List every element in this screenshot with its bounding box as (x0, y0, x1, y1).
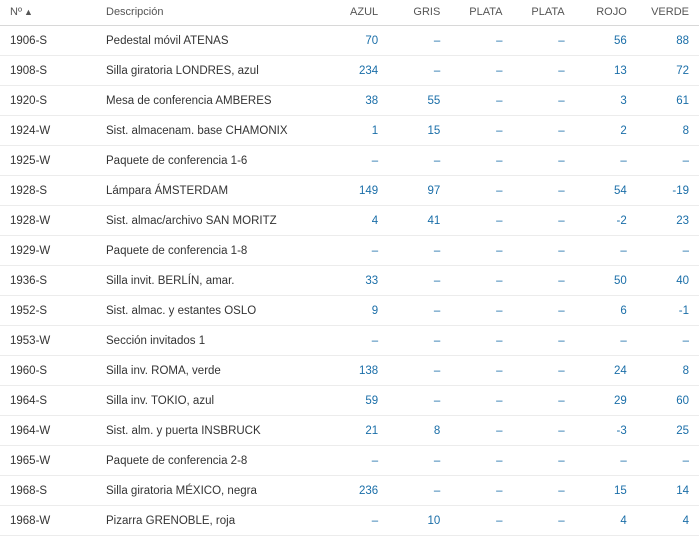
cell-verde: – (637, 146, 699, 176)
cell-verde: 4 (637, 506, 699, 536)
cell-verde: 8 (637, 116, 699, 146)
cell-description: Paquete de conferencia 1-8 (96, 236, 326, 266)
cell-plata2: – (512, 446, 574, 476)
cell-plata1: – (450, 146, 512, 176)
cell-number: 1968-W (0, 506, 96, 536)
cell-plata1: – (450, 506, 512, 536)
cell-verde: -1 (637, 296, 699, 326)
cell-plata2: – (512, 116, 574, 146)
cell-description: Silla inv. TOKIO, azul (96, 386, 326, 416)
cell-plata1: – (450, 296, 512, 326)
column-header-number[interactable] (0, 0, 96, 26)
table-row[interactable] (0, 236, 699, 266)
cell-gris: – (388, 356, 450, 386)
cell-rojo: -2 (575, 206, 637, 236)
cell-verde: 40 (637, 266, 699, 296)
cell-number: 1920-S (0, 86, 96, 116)
table-row[interactable] (0, 356, 699, 386)
cell-number: 1929-W (0, 236, 96, 266)
cell-rojo: 50 (575, 266, 637, 296)
cell-gris: 8 (388, 416, 450, 446)
column-header-rojo-label: ROJO (596, 6, 627, 18)
cell-verde: 8 (637, 356, 699, 386)
cell-description: Silla giratoria LONDRES, azul (96, 56, 326, 86)
cell-description: Silla invit. BERLÍN, amar. (96, 266, 326, 296)
cell-rojo: 54 (575, 176, 637, 206)
cell-rojo: 2 (575, 116, 637, 146)
cell-description: Mesa de conferencia AMBERES (96, 86, 326, 116)
cell-verde: 23 (637, 206, 699, 236)
cell-rojo: 6 (575, 296, 637, 326)
cell-plata1: – (450, 206, 512, 236)
cell-plata1: – (450, 116, 512, 146)
cell-number: 1964-S (0, 386, 96, 416)
cell-verde: 72 (637, 56, 699, 86)
table-row[interactable] (0, 386, 699, 416)
table-header (0, 0, 699, 26)
cell-description: Paquete de conferencia 1-6 (96, 146, 326, 176)
cell-azul: 234 (326, 56, 388, 86)
cell-azul: 70 (326, 26, 388, 56)
cell-azul: – (326, 146, 388, 176)
column-header-gris-label: GRIS (413, 6, 441, 18)
cell-description: Sist. almac. y estantes OSLO (96, 296, 326, 326)
cell-plata1: – (450, 86, 512, 116)
cell-gris: – (388, 476, 450, 506)
cell-gris: – (388, 26, 450, 56)
table-row[interactable] (0, 146, 699, 176)
cell-rojo: 13 (575, 56, 637, 86)
cell-gris: 97 (388, 176, 450, 206)
column-header-rojo[interactable] (575, 0, 637, 26)
cell-rojo: 29 (575, 386, 637, 416)
table-row[interactable] (0, 416, 699, 446)
column-header-plata-2-label: PLATA (531, 6, 565, 18)
column-header-number-label: Nº (10, 6, 22, 18)
column-header-description-label: Descripción (106, 6, 164, 18)
cell-azul: – (326, 326, 388, 356)
table-row[interactable] (0, 266, 699, 296)
cell-plata2: – (512, 476, 574, 506)
cell-azul: 236 (326, 476, 388, 506)
cell-gris: – (388, 236, 450, 266)
cell-azul: 1 (326, 116, 388, 146)
cell-plata1: – (450, 326, 512, 356)
cell-rojo: -3 (575, 416, 637, 446)
cell-description: Sist. almac/archivo SAN MORITZ (96, 206, 326, 236)
cell-verde: -19 (637, 176, 699, 206)
cell-plata2: – (512, 386, 574, 416)
cell-rojo: 15 (575, 476, 637, 506)
table-row[interactable] (0, 326, 699, 356)
cell-plata2: – (512, 266, 574, 296)
cell-azul: 149 (326, 176, 388, 206)
cell-gris: – (388, 386, 450, 416)
column-header-description[interactable] (96, 0, 326, 26)
cell-plata2: – (512, 416, 574, 446)
table-row[interactable] (0, 56, 699, 86)
cell-number: 1908-S (0, 56, 96, 86)
cell-description: Lámpara ÁMSTERDAM (96, 176, 326, 206)
cell-azul: 138 (326, 356, 388, 386)
cell-verde: 88 (637, 26, 699, 56)
cell-number: 1928-W (0, 206, 96, 236)
cell-rojo: 24 (575, 356, 637, 386)
cell-plata2: – (512, 206, 574, 236)
cell-verde: 61 (637, 86, 699, 116)
column-header-azul-label: AZUL (350, 6, 379, 18)
cell-plata2: – (512, 26, 574, 56)
cell-plata1: – (450, 416, 512, 446)
table-row[interactable] (0, 296, 699, 326)
cell-plata1: – (450, 266, 512, 296)
cell-plata1: – (450, 26, 512, 56)
cell-azul: 33 (326, 266, 388, 296)
cell-verde: – (637, 236, 699, 266)
cell-gris: 41 (388, 206, 450, 236)
column-header-verde[interactable] (637, 0, 699, 26)
cell-plata1: – (450, 356, 512, 386)
cell-gris: – (388, 296, 450, 326)
cell-number: 1968-S (0, 476, 96, 506)
cell-number: 1953-W (0, 326, 96, 356)
column-header-azul[interactable] (326, 0, 388, 26)
table-row[interactable] (0, 476, 699, 506)
cell-plata1: – (450, 56, 512, 86)
cell-number: 1952-S (0, 296, 96, 326)
cell-description: Pizarra GRENOBLE, roja (96, 506, 326, 536)
cell-verde: – (637, 446, 699, 476)
cell-plata2: – (512, 86, 574, 116)
cell-rojo: 4 (575, 506, 637, 536)
column-header-gris[interactable] (388, 0, 450, 26)
cell-gris: – (388, 56, 450, 86)
cell-azul: – (326, 506, 388, 536)
cell-description: Sist. alm. y puerta INSBRUCK (96, 416, 326, 446)
cell-number: 1925-W (0, 146, 96, 176)
cell-plata1: – (450, 446, 512, 476)
cell-description: Pedestal móvil ATENAS (96, 26, 326, 56)
cell-verde: 60 (637, 386, 699, 416)
cell-gris: – (388, 266, 450, 296)
cell-description: Silla inv. ROMA, verde (96, 356, 326, 386)
table-row[interactable] (0, 206, 699, 236)
table-row[interactable] (0, 116, 699, 146)
table-row[interactable] (0, 446, 699, 476)
cell-gris: 55 (388, 86, 450, 116)
cell-rojo: – (575, 146, 637, 176)
cell-azul: 21 (326, 416, 388, 446)
cell-verde: – (637, 326, 699, 356)
cell-description: Silla giratoria MÉXICO, negra (96, 476, 326, 506)
cell-azul: 38 (326, 86, 388, 116)
cell-number: 1928-S (0, 176, 96, 206)
cell-number: 1924-W (0, 116, 96, 146)
column-header-plata-2[interactable] (512, 0, 574, 26)
cell-rojo: 3 (575, 86, 637, 116)
table-row[interactable] (0, 86, 699, 116)
sort-ascending-icon: ▲ (23, 7, 33, 17)
cell-number: 1906-S (0, 26, 96, 56)
cell-number: 1965-W (0, 446, 96, 476)
cell-rojo: – (575, 326, 637, 356)
cell-description: Sist. almacenam. base CHAMONIX (96, 116, 326, 146)
cell-azul: 4 (326, 206, 388, 236)
cell-azul: 59 (326, 386, 388, 416)
cell-gris: 10 (388, 506, 450, 536)
column-header-verde-label: VERDE (651, 6, 689, 18)
cell-plata1: – (450, 176, 512, 206)
cell-rojo: – (575, 236, 637, 266)
cell-description: Paquete de conferencia 2-8 (96, 446, 326, 476)
cell-plata2: – (512, 506, 574, 536)
cell-number: 1960-S (0, 356, 96, 386)
cell-rojo: 56 (575, 26, 637, 56)
column-header-plata-1-label: PLATA (469, 6, 503, 18)
table-body (0, 26, 699, 536)
cell-plata2: – (512, 296, 574, 326)
cell-plata2: – (512, 356, 574, 386)
cell-plata1: – (450, 386, 512, 416)
cell-plata2: – (512, 56, 574, 86)
cell-gris: – (388, 146, 450, 176)
cell-plata2: – (512, 176, 574, 206)
cell-plata2: – (512, 236, 574, 266)
cell-azul: 9 (326, 296, 388, 326)
cell-gris: – (388, 326, 450, 356)
column-header-plata-1[interactable] (450, 0, 512, 26)
cell-rojo: – (575, 446, 637, 476)
table-row[interactable] (0, 506, 699, 536)
cell-number: 1964-W (0, 416, 96, 446)
cell-azul: – (326, 236, 388, 266)
cell-description: Sección invitados 1 (96, 326, 326, 356)
cell-plata2: – (512, 326, 574, 356)
table-row[interactable] (0, 26, 699, 56)
cell-azul: – (326, 446, 388, 476)
table-header-row (0, 0, 699, 26)
cell-verde: 14 (637, 476, 699, 506)
table-row[interactable] (0, 176, 699, 206)
cell-gris: 15 (388, 116, 450, 146)
cell-number: 1936-S (0, 266, 96, 296)
cell-verde: 25 (637, 416, 699, 446)
cell-plata1: – (450, 476, 512, 506)
cell-plata2: – (512, 146, 574, 176)
cell-gris: – (388, 446, 450, 476)
cell-plata1: – (450, 236, 512, 266)
